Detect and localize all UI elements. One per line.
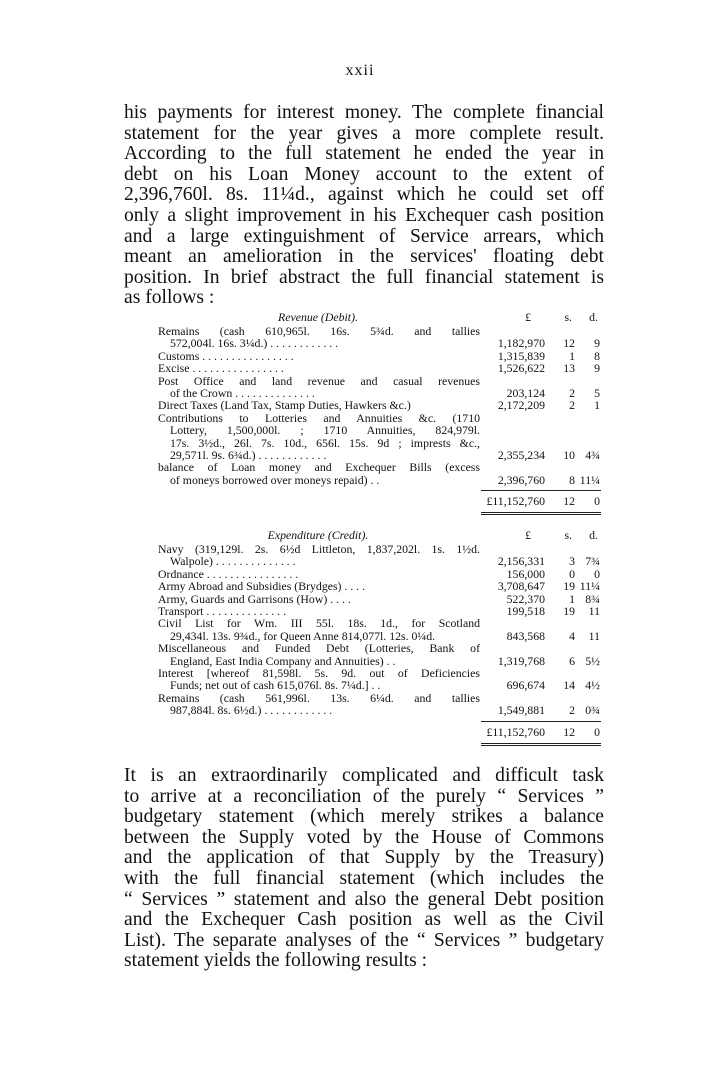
revenue-row-shillings: 8 [569, 472, 575, 487]
revenue-row-description [158, 412, 480, 462]
reconciliation-paragraph [124, 766, 604, 972]
revenue-row [158, 412, 601, 462]
revenue-row-description-line: Direct Taxes (Land Tax, Stamp Duties, Hawkers &c.) [158, 398, 411, 413]
revenue-row-description-line: Post Office and land revenue and casual revenues [158, 373, 480, 388]
revenue-row-description-line: Customs . . . . . . . . . . . . . . . . [158, 348, 294, 363]
expenditure-row-shillings: 19 [563, 579, 575, 594]
expenditure-row-description-line: Funds; net out of cash 615,076l. 8s. 7¼d.] . . [170, 678, 381, 693]
revenue-row-description-line: Excise . . . . . . . . . . . . . . . . [158, 361, 284, 376]
revenue-row-pound: 1,315,839 [497, 348, 545, 363]
expenditure-row [158, 642, 601, 667]
revenue-col-pound: £ [525, 310, 531, 324]
revenue-total-shillings: 12 [563, 494, 575, 509]
intro-paragraph [124, 103, 604, 309]
revenue-row-shillings: 13 [563, 361, 575, 376]
reconciliation-paragraph-line: between the Supply voted by the House of Commons [124, 826, 604, 848]
revenue-row-shillings: 1 [569, 348, 575, 363]
intro-paragraph-line: and a large extinguishment of Service arrears, which [124, 225, 604, 247]
expenditure-row-shillings: 1 [569, 591, 575, 606]
expenditure-row-description-line: 29,434l. 13s. 9¾d., for Queen Anne 814,077l. 12s. 0¼d. [170, 628, 436, 643]
revenue-row-description [158, 461, 480, 486]
revenue-title: Revenue (Debit). [278, 310, 358, 324]
expenditure-row-description [158, 667, 480, 692]
expenditure-row-description-line: Transport . . . . . . . . . . . . . . [158, 604, 287, 619]
revenue-row-description [158, 362, 480, 374]
intro-paragraph-line: as follows : [124, 287, 215, 309]
expenditure-total-shillings: 12 [563, 724, 575, 739]
revenue-row-pound: 203,124 [506, 386, 545, 401]
expenditure-row-description [158, 580, 480, 592]
expenditure-row-description-line: Interest [whereof 81,598l. 5s. 9d. out of Deficiencies [158, 666, 480, 681]
reconciliation-paragraph-line: to arrive at a reconciliation of the purely “ Services ” [124, 785, 604, 807]
revenue-row-pound: 2,355,234 [497, 448, 545, 463]
expenditure-row-description-line: England, East India Company and Annuities) . . [170, 653, 396, 668]
expenditure-col-shillings: s. [564, 528, 572, 542]
intro-paragraph-line: 2,396,760l. 8s. 11¼d., against which he could set off [124, 184, 604, 206]
revenue-total-pound: £11,152,760 [486, 494, 545, 509]
revenue-row-pound: 1,526,622 [497, 361, 545, 376]
expenditure-row-description-line: Civil List for Wm. III 55l. 18s. 1d., for Scotland [158, 616, 480, 631]
expenditure-row-pound: 843,568 [506, 628, 545, 643]
revenue-row-description-line: Contributions to Lotteries and Annuities &c. (1710 [158, 410, 480, 425]
revenue-rows [158, 325, 601, 486]
expenditure-row-shillings: 2 [569, 703, 575, 718]
revenue-row-description [158, 325, 480, 350]
revenue-row-pence: 1 [594, 398, 600, 413]
revenue-row-pence: 9 [594, 361, 600, 376]
revenue-total-row [158, 486, 601, 516]
expenditure-row-pence: 5½ [585, 653, 600, 668]
expenditure-row [158, 667, 601, 692]
expenditure-total-row [158, 717, 601, 747]
expenditure-row-pence: 11¼ [579, 579, 600, 594]
expenditure-row-shillings: 19 [563, 604, 575, 619]
revenue-row-shillings: 10 [563, 448, 575, 463]
revenue-row-description-line: balance of Loan money and Exchequer Bills (excess [158, 460, 480, 475]
revenue-row [158, 362, 601, 374]
intro-paragraph-line: statement for the year gives a more complete result. [124, 122, 604, 144]
expenditure-total-pound: £11,152,760 [486, 724, 545, 739]
revenue-row-description-line: of the Crown . . . . . . . . . . . . . . [170, 386, 315, 401]
expenditure-row-pound: 3,708,647 [497, 579, 545, 594]
revenue-row-pence: 5 [594, 386, 600, 401]
expenditure-row-pence: 0¾ [585, 703, 600, 718]
revenue-row-pound: 2,396,760 [497, 472, 545, 487]
revenue-row-pence: 11¼ [579, 472, 600, 487]
expenditure-title: Expenditure (Credit). [267, 528, 369, 542]
expenditure-row-pence: 11 [588, 628, 600, 643]
expenditure-row-pence: 0 [594, 566, 600, 581]
reconciliation-paragraph-line: “ Services ” statement and also the general Debt position [124, 888, 604, 910]
expenditure-row-pence: 8¾ [585, 591, 600, 606]
expenditure-row [158, 580, 601, 592]
expenditure-row-pound: 522,370 [506, 591, 545, 606]
expenditure-header [158, 529, 601, 543]
reconciliation-paragraph-line: with the full financial statement (which includes the [124, 867, 604, 889]
revenue-col-shillings: s. [564, 310, 572, 324]
reconciliation-paragraph-line: It is an extraordinarily complicated and difficult task [124, 765, 604, 786]
revenue-row-description [158, 399, 480, 411]
reconciliation-paragraph-line: statement yields the following results : [124, 950, 428, 972]
expenditure-row-pound: 1,549,881 [497, 703, 545, 718]
expenditure-row-description [158, 692, 480, 717]
expenditure-row-description-line: Navy (319,129l. 2s. 6½d Littleton, 1,837,202l. 1s. 1½d. [158, 542, 480, 556]
expenditure-row-pound: 696,674 [506, 678, 545, 693]
expenditure-row-description [158, 642, 480, 667]
expenditure-row-description [158, 617, 480, 642]
page-number: xxii [345, 62, 375, 79]
intro-paragraph-line: debt on his Loan Money account to the extent of [124, 163, 604, 185]
revenue-row-description-line: 29,571l. 9s. 6¾d.) . . . . . . . . . . . . [170, 448, 327, 463]
revenue-row-pound: 1,182,970 [497, 336, 545, 351]
revenue-row-pound: 2,172,209 [497, 398, 545, 413]
expenditure-total-pence: 0 [594, 724, 600, 739]
revenue-row-description-line: Lottery, 1,500,000l. ; 1710 Annuities, 824,979l. [170, 423, 480, 438]
expenditure-row [158, 692, 601, 717]
revenue-total-pence: 0 [594, 494, 600, 509]
expenditure-row-description-line: Remains (cash 561,996l. 13s. 6¼d. and tallies [158, 690, 480, 705]
reconciliation-paragraph-line: and the application of that Supply by the Treasury) [124, 847, 604, 869]
revenue-row-description-line: of moneys borrowed over moneys repaid) . . [170, 472, 380, 487]
expenditure-row-pence: 7¾ [585, 554, 600, 569]
expenditure-col-pence: d. [589, 528, 598, 542]
intro-paragraph-line: According to the full statement he ended the year in [124, 143, 604, 165]
expenditure-row-description-line: Miscellaneous and Funded Debt (Lotteries, Bank of [158, 641, 480, 656]
expenditure-row [158, 543, 601, 568]
expenditure-row-description-line: Army, Guards and Garrisons (How) . . . . [158, 591, 351, 606]
expenditure-row-description-line: 987,884l. 8s. 6½d.) . . . . . . . . . . . . [170, 703, 333, 718]
expenditure-row-shillings: 4 [569, 628, 575, 643]
expenditure-row-shillings: 6 [569, 653, 575, 668]
reconciliation-paragraph-line: and the Exchequer Cash position as well as the Civil [124, 909, 604, 931]
revenue-row-shillings: 2 [569, 398, 575, 413]
expenditure-rows [158, 543, 601, 717]
revenue-row-pence: 4¾ [585, 448, 600, 463]
revenue-row [158, 325, 601, 350]
expenditure-row-description-line: Army Abroad and Subsidies (Brydges) . . . . [158, 579, 366, 594]
expenditure-row-pound: 156,000 [506, 566, 545, 581]
revenue-row-description-line: 17s. 3½d., 26l. 7s. 10d., 656l. 15s. 9d ; imprests &c., [170, 435, 480, 450]
intro-paragraph-line: his payments for interest money. The complete financial [124, 102, 604, 123]
revenue-row-pence: 8 [594, 348, 600, 363]
expenditure-row [158, 617, 601, 642]
revenue-col-pence: d. [589, 310, 598, 324]
revenue-table [158, 311, 601, 516]
revenue-row-description-line: Remains (cash 610,965l. 16s. 5¾d. and tallies [158, 324, 480, 338]
expenditure-table [158, 529, 601, 747]
expenditure-row-pound: 199,518 [506, 604, 545, 619]
expenditure-col-pound: £ [525, 528, 531, 542]
expenditure-row-pound: 1,319,768 [497, 653, 545, 668]
revenue-row-pence: 9 [594, 336, 600, 351]
expenditure-row-shillings: 3 [569, 554, 575, 569]
revenue-row [158, 375, 601, 400]
revenue-row-description [158, 375, 480, 400]
expenditure-row-pence: 11 [588, 604, 600, 619]
revenue-row [158, 461, 601, 486]
reconciliation-paragraph-line: budgetary statement (which merely strikes a balance [124, 806, 604, 828]
intro-paragraph-line: only a slight improvement in his Exchequer cash position [124, 204, 604, 226]
expenditure-row-pence: 4½ [585, 678, 600, 693]
expenditure-row-pound: 2,156,331 [497, 554, 545, 569]
reconciliation-paragraph-line: List). The separate analyses of the “ Services ” budgetary [124, 929, 604, 951]
expenditure-row-description-line: Walpole) . . . . . . . . . . . . . . [170, 554, 296, 569]
expenditure-row-description [158, 543, 480, 568]
revenue-row-shillings: 12 [563, 336, 575, 351]
revenue-row-shillings: 2 [569, 386, 575, 401]
expenditure-row-description-line: Ordnance . . . . . . . . . . . . . . . . [158, 566, 299, 581]
revenue-row [158, 399, 601, 411]
revenue-header [158, 311, 601, 325]
revenue-row-description-line: 572,004l. 16s. 3¼d.) . . . . . . . . . . . . [170, 336, 339, 351]
expenditure-row-shillings: 0 [569, 566, 575, 581]
expenditure-row-shillings: 14 [563, 678, 575, 693]
intro-paragraph-line: position. In brief abstract the full financial statement is [124, 266, 604, 288]
intro-paragraph-line: meant an amelioration in the services' floating debt [124, 246, 604, 268]
